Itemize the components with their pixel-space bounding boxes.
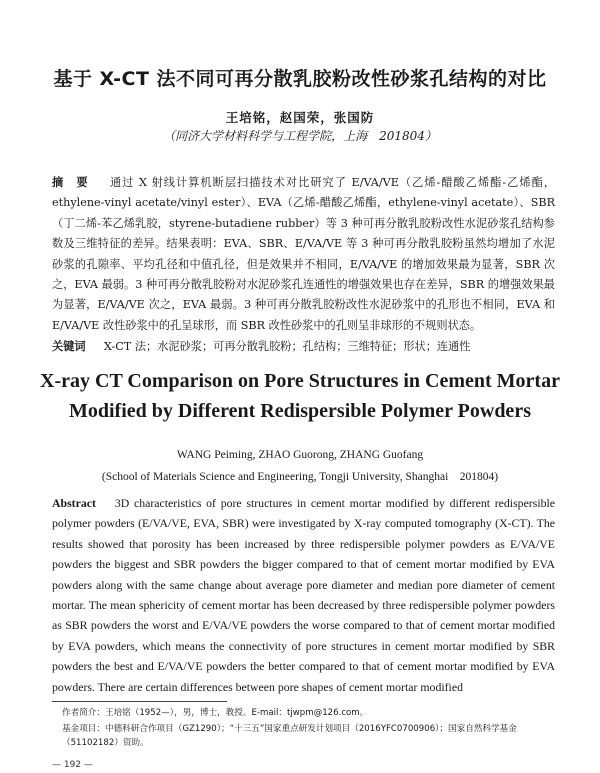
chinese-abstract-label: 摘 要 [52,175,89,189]
footnote-author-intro: 作者简介：王培铭（1952—），男，博士，教授。E-mail：tjwpm@126.com。 [62,708,369,718]
chinese-title: 基于 X-CT 法不同可再分散乳胶粉改性砂浆孔结构的对比 [53,68,547,90]
footnote-funding: 基金项目：中德科研合作项目（GZ1290）；“十三五”国家重点研发计划项目（2016YFC0700906）；国家自然科学基金（51102182）资助。 [62,724,517,748]
chinese-keywords-label: 关键词 [52,339,86,354]
chinese-abstract-text: 通过 X 射线计算机断层扫描技术对比研究了 E/VA/VE（乙烯-醋酸乙烯酯-乙烯酯，ethylene-vinyl acetate/vinyl ester）、EVA（乙烯-醋酸乙烯酯，ethylene-vinyl acetate）、SBR（丁二烯-苯乙烯乳胶，styrene-butadiene rubber）等 3 种可再分散乳胶粉改性水泥砂浆孔结构参数及三维特征的差异。结果表明：EVA、SBR、E/VA/VE 等 3 种可再分散乳胶粉虽然均增加了水泥砂浆的孔隙率、平均孔径和中值孔径，但是效果并不相同，E/VA/VE 的增加效果最为显著，SBR 次之，EVA 最弱。3 种可再分散乳胶粉对水泥砂浆孔连通性的增强效果也存在差异，SBR 的增强效果最为显著，E/VA/VE 次之，EVA 最弱。3 种可再分散乳胶粉改性水泥砂浆中的孔形也不相同，EVA 和 E/VA/VE 改性砂浆中的孔呈球形，而 SBR 改性砂浆中的孔则呈非球形的不规则状态。 [52,176,556,332]
english-abstract-label: Abstract [52,496,96,510]
english-affiliation: (School of Materials Science and Engineering, Tongji University, Shanghai 201804) [101,471,499,483]
english-title [20,366,580,426]
chinese-abstract [52,172,555,358]
english-abstract [52,493,555,697]
chinese-authors: 王培铭，赵国荣，张国防 [225,110,375,125]
footnote-divider [52,701,227,702]
english-title-line-2: Modified by Different Redispersible Polymer Powders [69,400,531,422]
page-number: — 192 — [52,760,93,770]
english-title-line-1: X-ray CT Comparison on Pore Structures in Cement Mortar [40,370,560,392]
english-abstract-text: 3D characteristics of pore structures in cement mortar modified by different redispersible polymer powders (E/VA/VE, EVA, SBR) were investigated by X-ray computed tomography (X-CT). The results showed that porosity has been increased by three redispersible polymer powders as E/VA/VE powders the biggest and SBR powders the bigger compared to that of cement mortar modified by EVA powders along with the same change about average pore diameter and median pore diameter of cement mortar. The mean sphericity of cement mortar has been decreased by three redispersible polymer powders as SBR powders the worst and E/VA/VE powders the worse compared to that of cement mortar modified by EVA powders, which means the connectivity of pore structures in cement mortar modified by SBR powders the best and E/VA/VE powders the better compared to that of cement mortar modified by EVA powders. There are certain differences between pore shapes of cement mortar modified [52,496,556,694]
chinese-keywords-text: X-CT 法；水泥砂浆；可再分散乳胶粉；孔结构；三维特征；形状；连通性 [103,340,471,354]
english-authors: WANG Peiming, ZHAO Guorong, ZHANG Guofang [176,449,424,461]
chinese-affiliation: （同济大学材料科学与工程学院，上海 201804） [163,129,437,143]
